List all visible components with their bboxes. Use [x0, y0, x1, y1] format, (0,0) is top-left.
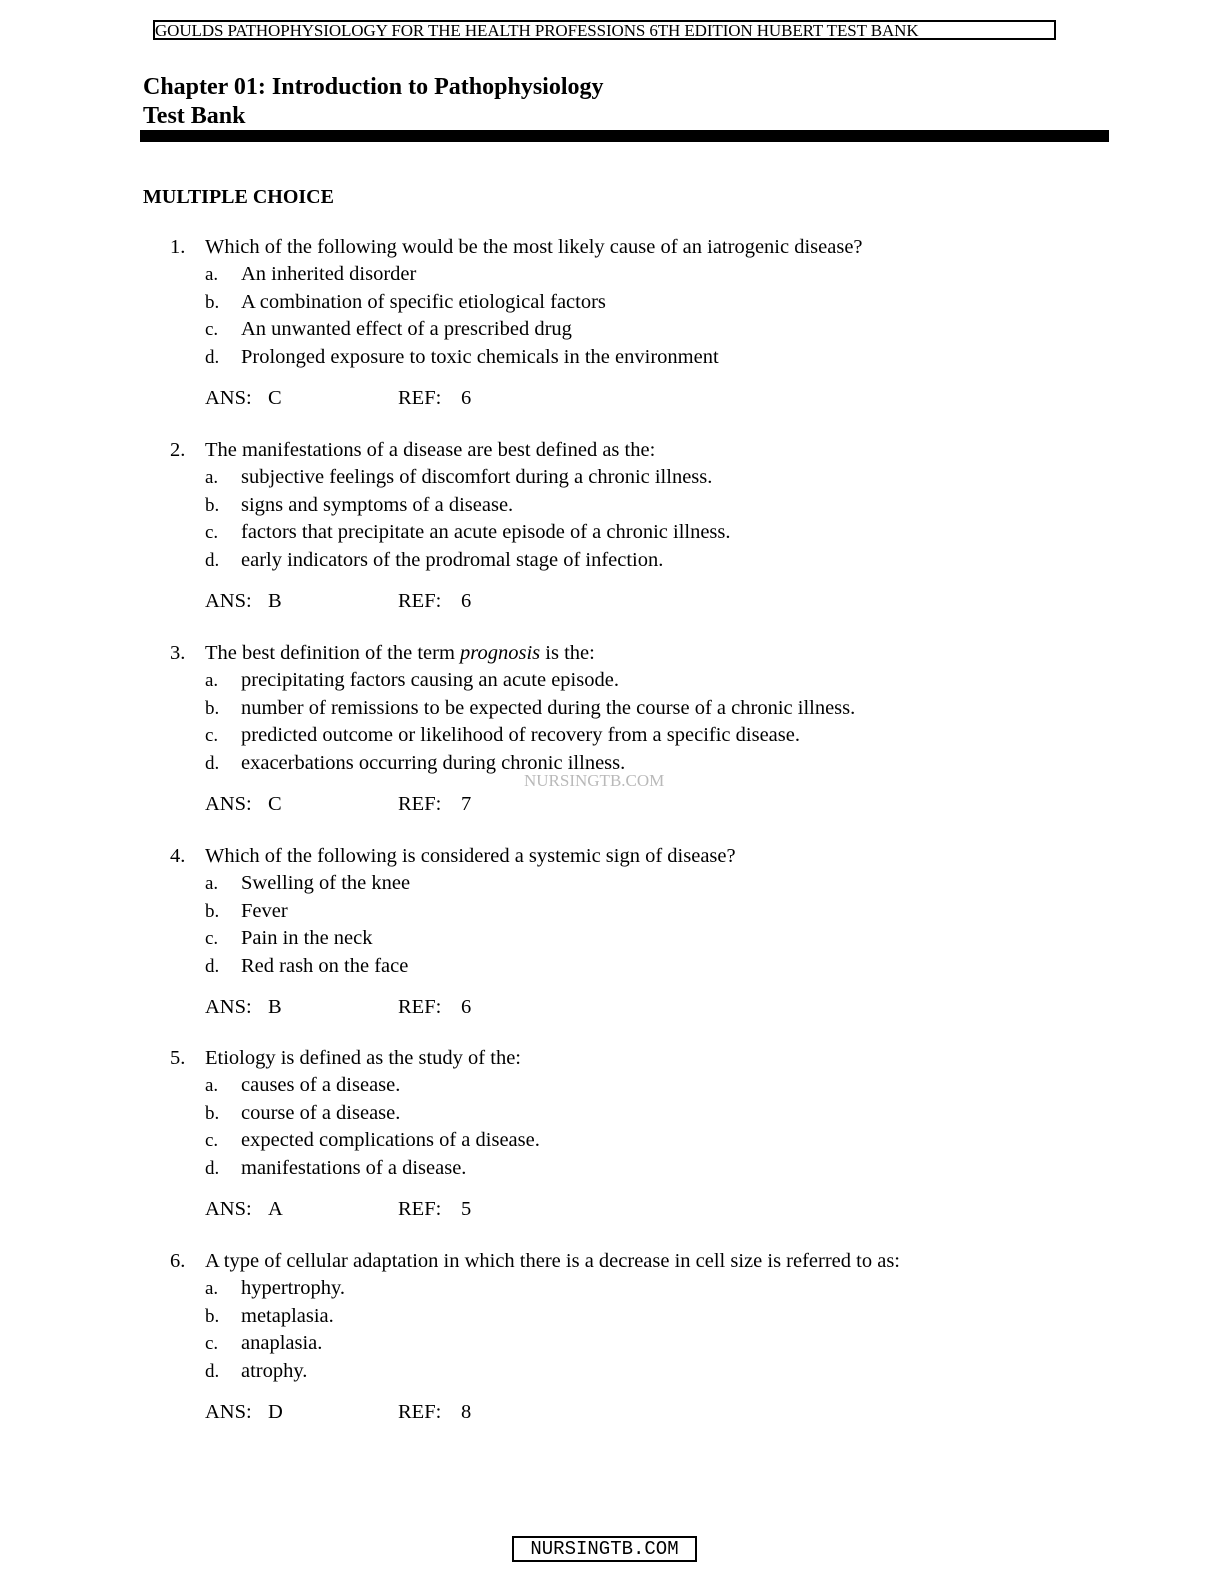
question-stem-line: [0, 843, 1224, 870]
option-letter: a.: [205, 670, 219, 692]
option-a: [0, 667, 1224, 694]
option-letter: b.: [205, 1305, 220, 1327]
option-a: [0, 870, 1224, 897]
title-divider: [140, 130, 1109, 142]
option-b: [0, 1100, 1224, 1127]
option-text: Fever: [241, 899, 288, 922]
question-stem-line: [0, 234, 1224, 261]
section-heading: MULTIPLE CHOICE: [143, 186, 334, 208]
option-text: An inherited disorder: [241, 263, 417, 286]
option-text: hypertrophy.: [241, 1277, 345, 1300]
option-text: atrophy.: [241, 1359, 308, 1382]
answer-value: C: [268, 386, 282, 409]
answer-value: B: [268, 589, 282, 612]
option-c: [0, 925, 1224, 952]
option-a: [0, 261, 1224, 288]
option-b: [0, 695, 1224, 722]
option-text: precipitating factors causing an acute episode.: [241, 669, 619, 692]
answer-value: A: [268, 1197, 283, 1220]
question-stem-text: The best definition of the term: [205, 642, 461, 664]
answer-value: B: [268, 995, 282, 1018]
question-stem-line: [0, 640, 1224, 667]
question-number: 3.: [170, 642, 186, 664]
option-letter: d.: [205, 346, 220, 368]
reference-label: REF:: [398, 792, 442, 815]
question-stem-text: is the:: [540, 642, 595, 664]
header-banner: GOULDS PATHOPHYSIOLOGY FOR THE HEALTH PROFESSIONS 6TH EDITION HUBERT TEST BANK: [153, 20, 1056, 40]
option-text: Swelling of the knee: [241, 872, 411, 895]
option-letter: b.: [205, 697, 220, 719]
option-d: [0, 547, 1224, 574]
option-text: exacerbations occurring during chronic illness.: [241, 751, 626, 774]
option-text: manifestations of a disease.: [241, 1156, 467, 1179]
option-b: [0, 1303, 1224, 1330]
question-number: 1.: [170, 236, 186, 258]
option-letter: a.: [205, 467, 219, 489]
option-d: [0, 953, 1224, 980]
option-a: [0, 464, 1224, 491]
option-text: predicted outcome or likelihood of recovery from a specific disease.: [241, 724, 800, 747]
option-letter: c.: [205, 725, 219, 747]
option-letter: c.: [205, 319, 219, 341]
answer-value: C: [268, 792, 282, 815]
question-stem: Which of the following would be the most likely cause of an iatrogenic disease?: [205, 236, 863, 258]
question-5: [0, 1045, 1224, 1223]
option-c: [0, 722, 1224, 749]
answer-label: ANS:: [205, 995, 252, 1018]
option-text: causes of a disease.: [241, 1074, 401, 1097]
question-number: 6.: [170, 1250, 186, 1272]
option-text: anaplasia.: [241, 1332, 323, 1355]
reference-label: REF:: [398, 995, 442, 1018]
question-2: [0, 437, 1224, 615]
option-c: [0, 519, 1224, 546]
option-letter: a.: [205, 1075, 219, 1097]
question-stem: Which of the following is considered a systemic sign of disease?: [205, 845, 736, 867]
option-text: Prolonged exposure to toxic chemicals in the environment: [241, 345, 719, 368]
reference-label: REF:: [398, 1400, 442, 1423]
option-text: expected complications of a disease.: [241, 1129, 540, 1152]
option-letter: d.: [205, 1157, 220, 1179]
reference-value: 6: [461, 995, 472, 1018]
option-letter: a.: [205, 264, 219, 286]
answer-line: [0, 1399, 1224, 1426]
reference-value: 6: [461, 386, 472, 409]
option-letter: a.: [205, 1278, 219, 1300]
reference-label: REF:: [398, 1197, 442, 1220]
option-text: factors that precipitate an acute episode of a chronic illness.: [241, 521, 731, 544]
option-letter: a.: [205, 873, 219, 895]
option-b: [0, 289, 1224, 316]
reference-label: REF:: [398, 386, 442, 409]
answer-line: [0, 588, 1224, 615]
reference-value: 5: [461, 1197, 472, 1220]
option-letter: c.: [205, 522, 219, 544]
question-number: 2.: [170, 439, 186, 461]
option-text: course of a disease.: [241, 1101, 401, 1124]
chapter-title: Chapter 01: Introduction to Pathophysiology: [143, 74, 604, 100]
reference-label: REF:: [398, 589, 442, 612]
option-letter: b.: [205, 1102, 220, 1124]
option-b: [0, 898, 1224, 925]
option-letter: c.: [205, 928, 219, 950]
question-stem: [205, 640, 595, 667]
page-subtitle: Test Bank: [143, 103, 246, 129]
option-d: [0, 344, 1224, 371]
reference-value: 6: [461, 589, 472, 612]
option-c: [0, 1127, 1224, 1154]
question-1: [0, 234, 1224, 412]
option-text: Red rash on the face: [241, 954, 409, 977]
question-stem-line: [0, 437, 1224, 464]
answer-line: [0, 385, 1224, 412]
question-4: [0, 843, 1224, 1021]
option-text: early indicators of the prodromal stage of infection.: [241, 548, 664, 571]
reference-value: 8: [461, 1400, 472, 1423]
question-3: [0, 640, 1224, 818]
footer-stamp: NURSINGTB.COM: [512, 1536, 697, 1562]
option-c: [0, 1330, 1224, 1357]
question-6: [0, 1248, 1224, 1426]
option-letter: b.: [205, 900, 220, 922]
option-c: [0, 316, 1224, 343]
answer-value: D: [268, 1400, 283, 1423]
option-d: [0, 1155, 1224, 1182]
answer-label: ANS:: [205, 1197, 252, 1220]
option-letter: d.: [205, 752, 220, 774]
question-stem: Etiology is defined as the study of the:: [205, 1047, 521, 1069]
option-b: [0, 492, 1224, 519]
option-d: [0, 1358, 1224, 1385]
answer-label: ANS:: [205, 792, 252, 815]
option-letter: d.: [205, 549, 220, 571]
option-letter: c.: [205, 1130, 219, 1152]
reference-value: 7: [461, 792, 472, 815]
question-number: 5.: [170, 1047, 186, 1069]
option-text: subjective feelings of discomfort during a chronic illness.: [241, 466, 713, 489]
option-letter: b.: [205, 494, 220, 516]
question-number: 4.: [170, 845, 186, 867]
option-text: An unwanted effect of a prescribed drug: [241, 318, 572, 341]
question-stem-line: [0, 1248, 1224, 1275]
option-text: Pain in the neck: [241, 927, 373, 950]
option-letter: d.: [205, 955, 220, 977]
option-a: [0, 1072, 1224, 1099]
answer-line: [0, 994, 1224, 1021]
answer-label: ANS:: [205, 589, 252, 612]
option-text: A combination of specific etiological factors: [241, 290, 606, 313]
answer-label: ANS:: [205, 1400, 252, 1423]
option-text: signs and symptoms of a disease.: [241, 493, 514, 516]
question-stem-term: prognosis: [460, 642, 541, 664]
option-letter: c.: [205, 1333, 219, 1355]
answer-label: ANS:: [205, 386, 252, 409]
option-text: metaplasia.: [241, 1304, 334, 1327]
question-stem-line: [0, 1045, 1224, 1072]
question-stem: The manifestations of a disease are best defined as the:: [205, 439, 656, 461]
option-letter: b.: [205, 291, 220, 313]
answer-line: [0, 791, 1224, 818]
answer-line: [0, 1196, 1224, 1223]
watermark: NURSINGTB.COM: [524, 771, 665, 790]
option-letter: d.: [205, 1360, 220, 1382]
option-a: [0, 1275, 1224, 1302]
question-stem: A type of cellular adaptation in which there is a decrease in cell size is referred to as:: [205, 1250, 900, 1272]
option-text: number of remissions to be expected during the course of a chronic illness.: [241, 696, 856, 719]
